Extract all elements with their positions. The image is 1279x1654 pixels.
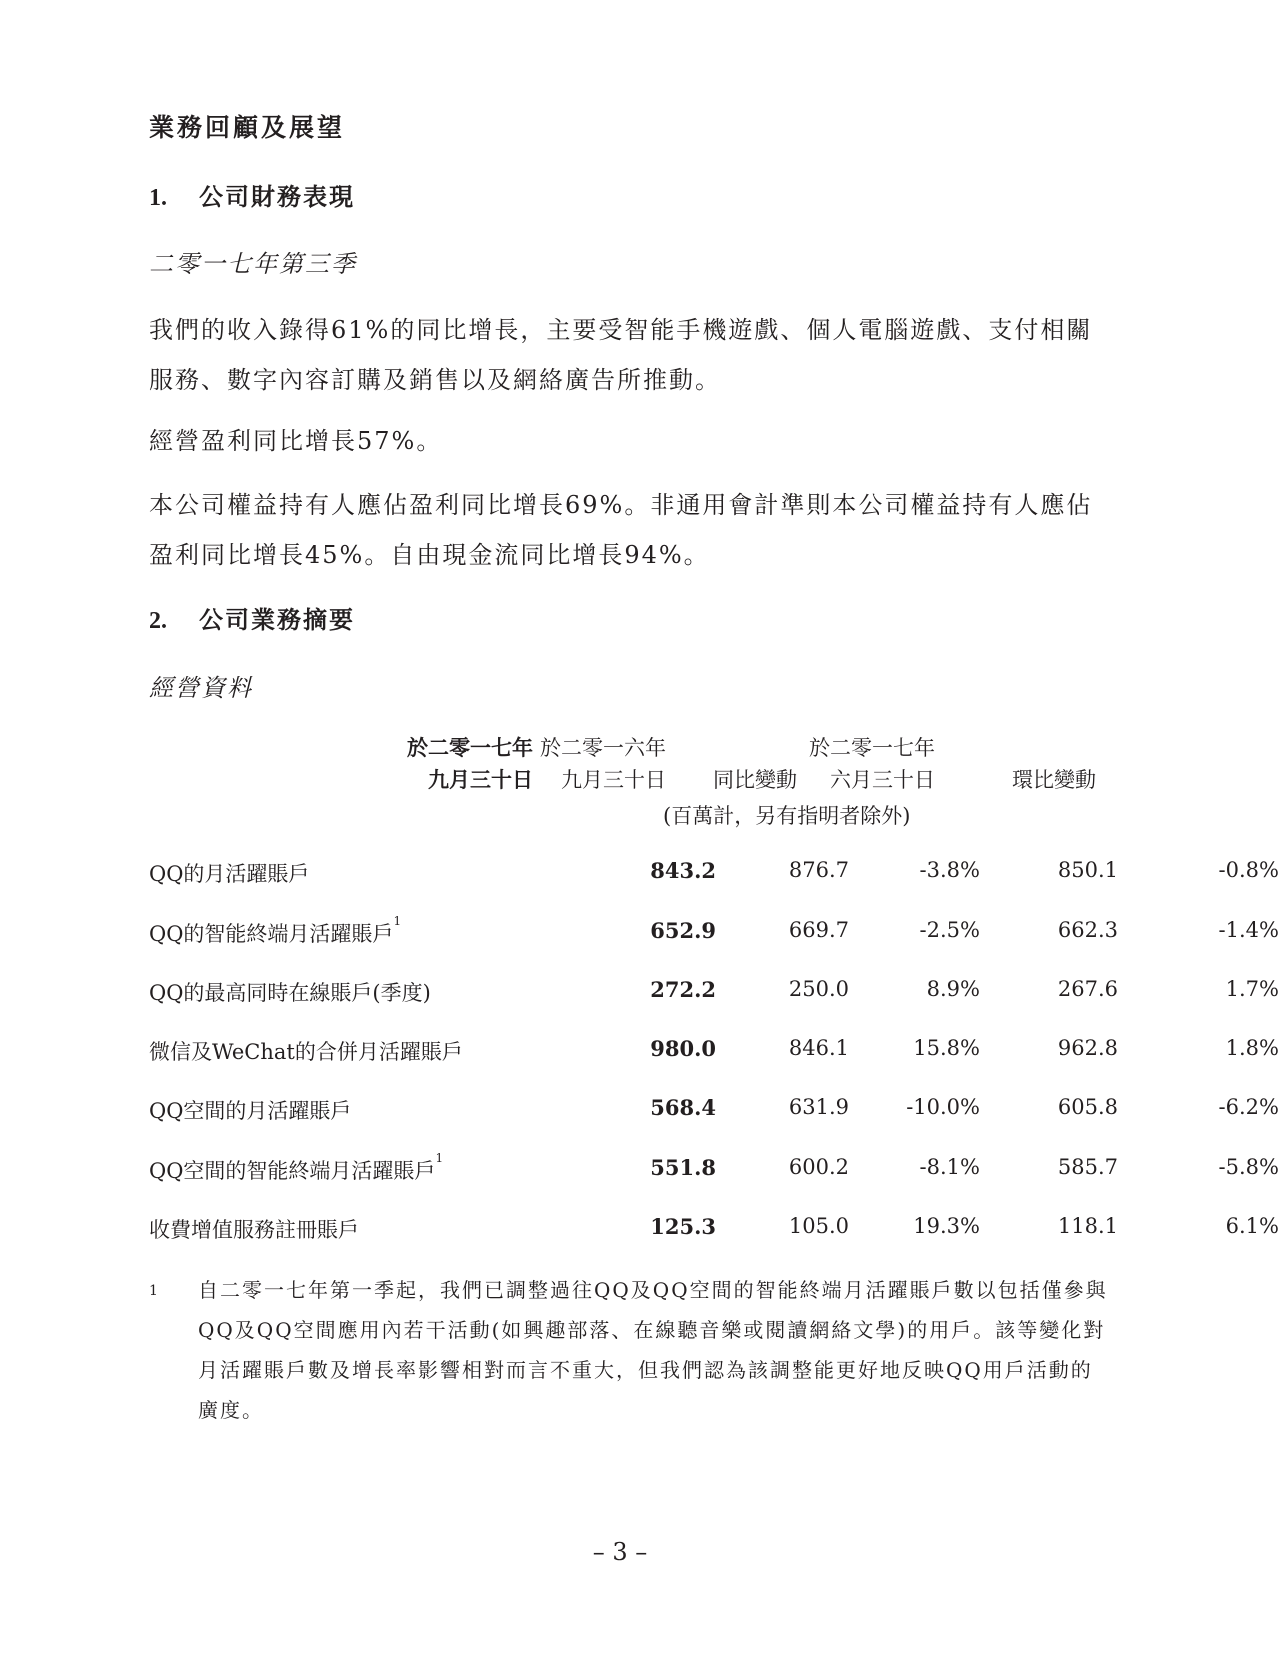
row-label <box>149 858 309 888</box>
value-2017-jun: 605.8 <box>1057 1095 1118 1119</box>
value-2017-jun: 962.8 <box>1057 1036 1118 1060</box>
footnote-mark: 1 <box>149 1283 158 1299</box>
value-2017-sep: 272.2 <box>650 977 716 1002</box>
revenue-paragraph: 我們的收入錄得61%的同比增長，主要受智能手機遊戲、個人電腦遊戲、支付相關服務、數字內容訂購及銷售以及網絡廣告所推動。 <box>149 316 1093 394</box>
column-header-line1: 於二零一七年 <box>407 735 533 760</box>
section-2-heading <box>149 600 355 635</box>
section-2-number: 2. <box>149 608 167 634</box>
row-label-text: QQ的月活躍賬戶 <box>149 862 310 886</box>
value-yoy: -2.5% <box>919 918 980 942</box>
profit-paragraph: 本公司權益持有人應佔盈利同比增長69%。非通用會計準則本公司權益持有人應佔盈利同比增長45%。自由現金流同比增長94%。 <box>149 491 1093 569</box>
column-header-line1 <box>713 732 797 764</box>
section-1-heading <box>149 177 355 212</box>
value-qoq: 6.1% <box>1225 1214 1279 1238</box>
table-row <box>149 858 1279 898</box>
row-label <box>149 1036 463 1066</box>
table-row <box>149 1095 1279 1135</box>
table-row <box>149 914 1279 958</box>
value-2017-sep: 652.9 <box>650 918 716 943</box>
value-yoy: -8.1% <box>919 1155 980 1179</box>
table-row <box>149 1151 1279 1195</box>
operating-info-subheading: 經營資料 <box>149 674 253 702</box>
page-number: – 3 – <box>592 1538 648 1566</box>
column-header-line1 <box>1012 732 1096 764</box>
row-label <box>149 1151 444 1185</box>
column-header-line2: 環比變動 <box>1012 768 1096 792</box>
table-row <box>149 977 1279 1017</box>
unit-note: (百萬計，另有指明者除外) <box>663 804 911 828</box>
value-2016-sep: 876.7 <box>788 858 849 882</box>
value-yoy: 19.3% <box>913 1214 980 1238</box>
row-label-text: QQ的智能終端月活躍賬戶 <box>149 922 394 946</box>
section-1-number: 1. <box>149 185 167 211</box>
value-qoq: -6.2% <box>1218 1095 1279 1119</box>
column-header-line2: 同比變動 <box>713 768 797 792</box>
footnote-text: 自二零一七年第一季起，我們已調整過往QQ及QQ空間的智能終端月活躍賬戶數以包括僅參與QQ及QQ空間應用內若干活動(如興趣部落、在線聽音樂或閱讀網絡文學)的用戶。該等變化對月活躍賬戶數及增長率影響相對而言不重大，但我們認為該調整能更好地反映QQ用戶活動的廣度。 <box>198 1278 1108 1422</box>
value-2017-sep: 125.3 <box>650 1214 716 1239</box>
value-yoy: -3.8% <box>919 858 980 882</box>
footnote-ref: 1 <box>393 914 402 928</box>
value-qoq: 1.8% <box>1225 1036 1279 1060</box>
row-label-text: 微信及WeChat的合併月活躍賬戶 <box>149 1040 463 1064</box>
row-label <box>149 977 431 1007</box>
value-qoq: -1.4% <box>1218 918 1279 942</box>
column-header-line1: 於二零一七年 <box>809 736 935 760</box>
value-2017-sep: 568.4 <box>650 1095 716 1120</box>
row-label <box>149 914 402 948</box>
value-qoq: -5.8% <box>1218 1155 1279 1179</box>
row-label-text: 收費增值服務註冊賬戶 <box>149 1218 359 1242</box>
footnote-ref: 1 <box>435 1151 444 1165</box>
value-2017-jun: 662.3 <box>1057 918 1118 942</box>
column-header-qoq <box>1012 732 1096 796</box>
value-2017-jun: 850.1 <box>1057 858 1118 882</box>
section-1-title: 公司財務表現 <box>199 183 355 211</box>
value-2016-sep: 631.9 <box>788 1095 849 1119</box>
column-header-2017-jun <box>809 732 935 796</box>
value-2017-jun: 585.7 <box>1057 1155 1118 1179</box>
table-row <box>149 1214 1279 1254</box>
value-qoq: -0.8% <box>1218 858 1279 882</box>
section-2-title: 公司業務摘要 <box>199 606 355 634</box>
value-2017-jun: 267.6 <box>1057 977 1118 1001</box>
column-header-line1: 於二零一六年 <box>540 736 666 760</box>
column-header-line2: 九月三十日 <box>561 768 666 792</box>
column-header-2017-sep <box>407 732 533 796</box>
value-2017-sep: 843.2 <box>650 858 716 883</box>
row-label <box>149 1214 359 1244</box>
value-2017-sep: 980.0 <box>650 1036 716 1061</box>
table-row <box>149 1036 1279 1076</box>
row-label-text: QQ空間的月活躍賬戶 <box>149 1099 352 1123</box>
value-yoy: -10.0% <box>906 1095 980 1119</box>
operating-profit-paragraph: 經營盈利同比增長57%。 <box>149 427 443 455</box>
column-header-yoy <box>713 732 797 796</box>
value-2017-sep: 551.8 <box>650 1155 716 1180</box>
column-header-line2: 六月三十日 <box>830 768 935 792</box>
value-yoy: 8.9% <box>926 977 980 1001</box>
value-2016-sep: 250.0 <box>788 977 849 1001</box>
value-2016-sep: 600.2 <box>788 1155 849 1179</box>
column-header-line2: 九月三十日 <box>428 767 533 792</box>
row-label-text: QQ的最高同時在線賬戶(季度) <box>149 981 431 1005</box>
value-yoy: 15.8% <box>913 1036 980 1060</box>
value-2016-sep: 846.1 <box>788 1036 849 1060</box>
column-header-2016-sep <box>540 732 666 796</box>
period-subheading: 二零一七年第三季 <box>149 250 357 278</box>
page-title: 業務回顧及展望 <box>149 113 346 142</box>
value-2016-sep: 669.7 <box>788 918 849 942</box>
value-2016-sep: 105.0 <box>788 1214 849 1238</box>
value-qoq: 1.7% <box>1225 977 1279 1001</box>
row-label-text: QQ空間的智能終端月活躍賬戶 <box>149 1159 436 1183</box>
value-2017-jun: 118.1 <box>1057 1214 1118 1238</box>
row-label <box>149 1095 351 1125</box>
